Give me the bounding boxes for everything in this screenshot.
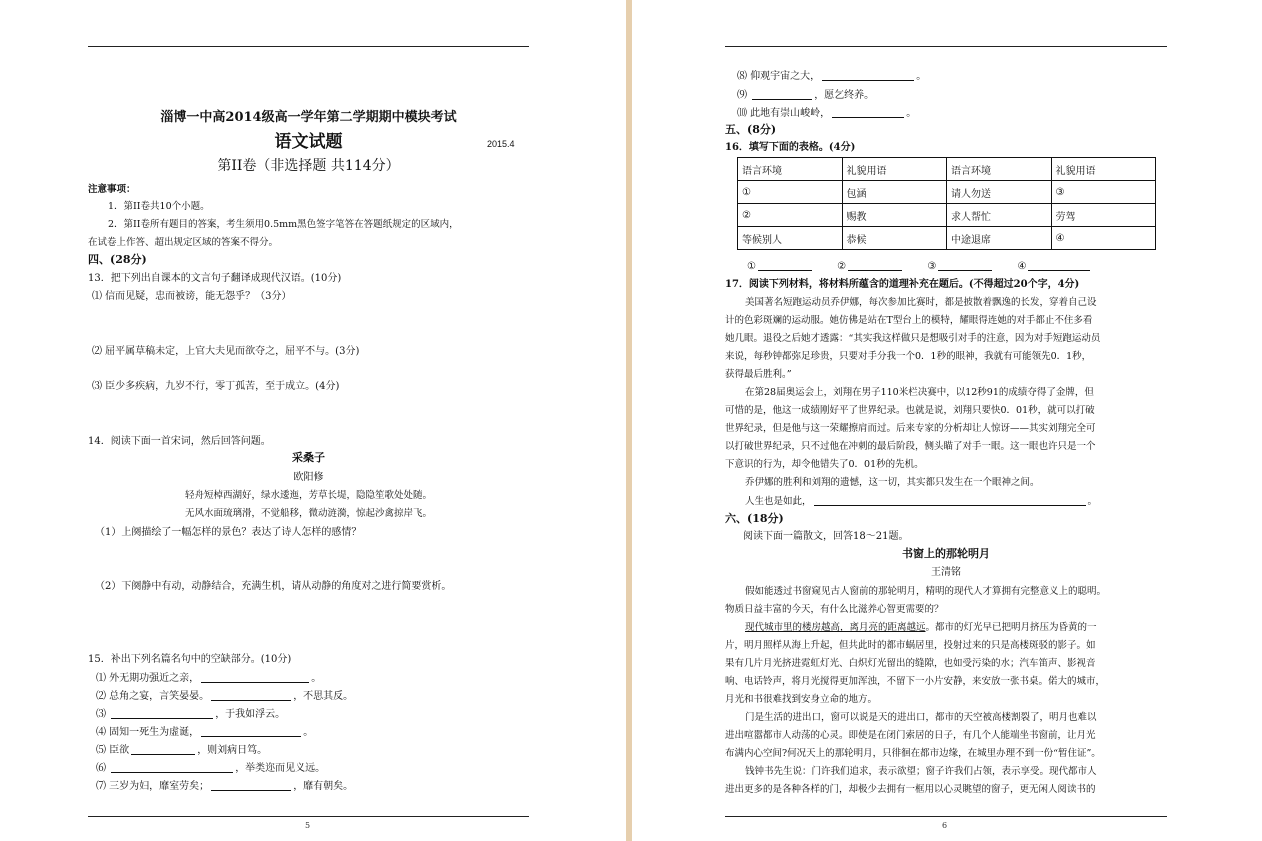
- essay-line: 物质日益丰富的今天，有什么比滋养心智更需要的？: [725, 604, 944, 615]
- table-cell: 劳驾: [1051, 204, 1156, 227]
- table-cell: ③: [1051, 181, 1156, 204]
- table-cell: 礼貌用语: [1051, 158, 1156, 181]
- header-rule: [725, 46, 1167, 47]
- essay-line: 现代城市里的楼房越高，离月亮的距离越远。都市的灯光早已把明月挤压为昏黄的一: [745, 622, 1097, 633]
- table-cell: 赐教: [842, 204, 947, 227]
- fill-blank-item: ⑺ 三岁为妇，靡室劳矣； ，靡有朝矣。: [96, 781, 354, 792]
- passage-line: 在第28届奥运会上，刘翔在男子110米栏决赛中，以12秒91的成绩夺得了金牌，但: [745, 387, 1094, 398]
- essay-line: 果有几片月光挤进霓虹灯光、白炽灯光留出的缝隙，也如受污染的水；汽车笛声、影视音: [725, 658, 1096, 669]
- question-14-sub1: （1）上阕描绘了一幅怎样的景色？表达了诗人怎样的感情？: [95, 527, 362, 538]
- table-row: [738, 181, 1156, 204]
- section-heading-6: 六、(18分): [725, 512, 784, 525]
- table-cell: ④: [1051, 227, 1156, 250]
- fill-blank-item: ⑷ 固知一死生为虚诞， 。: [96, 727, 314, 738]
- passage-line: 世界纪录，但是他与这一荣耀擦肩而过。后来专家的分析却让人惊讶——其实刘翔完全可: [725, 423, 1096, 434]
- section-heading-4: 四、(28分): [88, 253, 147, 266]
- table-answer-line: ① ② ③ ④: [747, 260, 1092, 273]
- answer-blank[interactable]: [131, 744, 195, 755]
- passage-line: 来说，每秒钟都弥足珍贵，只要对手分我一个0．1秒的眼神，我就有可能领先0．1秒，: [725, 351, 1092, 362]
- passage-line: 可惜的是，他这一成绩刚好平了世界纪录。也就是说，刘翔只要快0．01秒，就可以打破: [725, 405, 1095, 416]
- table-cell: 语言环境: [947, 158, 1052, 181]
- fill-blank-item: ⑶ ，于我如浮云。: [96, 709, 286, 720]
- note-line: 在试卷上作答、超出规定区域的答案不得分。: [88, 237, 279, 248]
- passage-line: 以打破世界纪录，只不过他在冲刺的最后阶段，侧头瞄了对手一眼。这一眼也许只是一个: [725, 441, 1096, 452]
- essay-line: 门是生活的进出口，窗可以说是天的进出口，都市的天空被高楼割裂了，明月也难以: [745, 712, 1097, 723]
- answer-blank[interactable]: [758, 260, 812, 271]
- essay-line: 钱钟书先生说：门许我们追求，表示欲望；窗子许我们占领，表示享受。现代都市人: [745, 766, 1097, 777]
- notes-heading: 注意事项：: [88, 184, 136, 195]
- answer-blank[interactable]: [201, 726, 301, 737]
- question-13-item: ⑶ 臣少多疾病，九岁不行，零丁孤苦，至于成立。(4分): [92, 381, 340, 392]
- reading-intro: 阅读下面一篇散文，回答18～21题。: [743, 531, 909, 542]
- table-cell: 语言环境: [738, 158, 843, 181]
- table-cell: ②: [738, 204, 843, 227]
- table-cell: 请人勿送: [947, 181, 1052, 204]
- answer-blank[interactable]: [848, 260, 902, 271]
- table-cell: 恭候: [842, 227, 947, 250]
- essay-line: 月光和书很难找到安身立命的地方。: [725, 694, 878, 705]
- poem-line: 无风水面琉璃滑，不觉船移，微动涟漪，惊起沙禽掠岸飞。: [184, 508, 432, 519]
- table-cell: 等候别人: [738, 227, 843, 250]
- table-cell: 中途退席: [947, 227, 1052, 250]
- question-16-stem: 16．填写下面的表格。(4分): [725, 142, 856, 153]
- answer-blank[interactable]: [111, 762, 233, 773]
- question-13-item: ⑵ 屈平属草稿未定，上官大夫见而欲夺之，屈平不与。(3分): [92, 346, 360, 357]
- essay-line: 进出更多的是各种各样的门，却极少去拥有一框用以心灵眺望的窗子，更无闲人阅读书的: [725, 784, 1096, 795]
- fill-blank-item: ⑽ 此地有崇山峻岭， 。: [737, 108, 917, 119]
- essay-title: 书窗上的那轮明月: [902, 547, 990, 560]
- exam-page-5: [0, 0, 626, 841]
- note-line: 1．第II卷共10个小题。: [108, 201, 210, 212]
- question-14-stem: 14．阅读下面一首宋词，然后回答问题。: [88, 436, 271, 447]
- answer-blank[interactable]: [211, 780, 291, 791]
- answer-blank[interactable]: [211, 690, 291, 701]
- underlined-sentence: 现代城市里的楼房越高，离月亮的距离越远: [745, 622, 926, 633]
- passage-line: 下意识的行为，却令他错失了0．01秒的先机。: [725, 459, 924, 470]
- header-rule: [88, 46, 529, 47]
- passage-line: 获得最后胜利。”: [725, 369, 792, 380]
- passage-line: 她几眼。退役之后她才透露：“其实我这样做只是想吸引对手的注意，因为对手短跑运动员: [725, 333, 1101, 344]
- essay-author: 王清铭: [931, 567, 961, 578]
- question-13-stem: 13．把下列出自课本的文言句子翻译成现代汉语。(10分): [88, 273, 342, 284]
- subject-title: 语文试题: [274, 132, 343, 152]
- poem-author: 欧阳修: [293, 472, 324, 483]
- school-title: 淄博一中高2014级高一学年第二学期期中模块考试: [160, 110, 457, 125]
- section-heading-5: 五、(8分): [725, 123, 777, 136]
- question-17-stem: 17．阅读下列材料，将材料所蕴含的道理补充在题后。(不得超过20个字，4分): [725, 279, 1080, 290]
- table-row: [738, 227, 1156, 250]
- answer-blank[interactable]: [752, 89, 812, 100]
- table-cell: 礼貌用语: [842, 158, 947, 181]
- answer-blank[interactable]: [938, 260, 992, 271]
- fill-blank-item: ⑴ 外无期功强近之亲， 。: [96, 673, 322, 684]
- table-row: [738, 158, 1156, 181]
- table-cell: ①: [738, 181, 843, 204]
- essay-line: 响、电话铃声，将月光搅得更加浑浊，不留下一小片安静，来安放一张书桌。偌大的城市，: [725, 676, 1106, 687]
- question-15-stem: 15．补出下列名篇名句中的空缺部分。(10分): [88, 654, 292, 665]
- essay-line: 布满内心空间?何况天上的那轮明月，只徘徊在都市边缘，在城里办理不到一份“暂住证”。: [725, 748, 1101, 759]
- answer-blank[interactable]: [822, 70, 914, 81]
- table-row: [738, 204, 1156, 227]
- conclusion-line: 人生也是如此， 。: [745, 496, 1098, 507]
- fill-blank-item: ⑵ 总角之宴，言笑晏晏。 ，不思其反。: [96, 691, 354, 702]
- page-number: 6: [942, 821, 948, 830]
- question-14-sub2: （2）下阕静中有动，动静结合，充满生机，请从动静的角度对之进行简要赏析。: [95, 581, 452, 592]
- etiquette-table: [737, 157, 1156, 250]
- passage-line: 乔伊娜的胜利和刘翔的遗憾，这一切，其实都只发生在一个眼神之间。: [745, 477, 1040, 488]
- footer-rule: [725, 816, 1167, 817]
- poem-line: 轻舟短棹西湖好，绿水逶迤，芳草长堤，隐隐笙歌处处随。: [184, 490, 432, 501]
- fill-blank-item: ⑸ 臣欲 ，则刘病日笃。: [96, 745, 268, 756]
- answer-blank[interactable]: [814, 495, 1086, 506]
- answer-blank[interactable]: [1028, 260, 1090, 271]
- essay-line: 进出喧嚣都市人动荡的心灵。即使是在闭门索居的日子，有几个人能端坐书窗前，让月光: [725, 730, 1096, 741]
- fill-blank-item: ⑹ ，举类迩而见义远。: [96, 763, 326, 774]
- page-number: 5: [305, 821, 311, 830]
- answer-blank[interactable]: [832, 107, 904, 118]
- passage-line: 美国著名短跑运动员乔伊娜，每次参加比赛时，都是披散着飘逸的长发，穿着自己设: [745, 297, 1097, 308]
- volume-title: 第II卷（非选择题 共114分）: [217, 158, 400, 174]
- question-13-item: ⑴ 信而见疑，忠而被谤，能无怨乎？（3分）: [92, 291, 292, 302]
- answer-blank[interactable]: [201, 672, 309, 683]
- essay-line: 假如能透过书窗窥见古人窗前的那轮明月，精明的现代人才算拥有完整意义上的聪明。: [745, 586, 1107, 597]
- table-cell: 求人帮忙: [947, 204, 1052, 227]
- answer-blank[interactable]: [111, 708, 213, 719]
- poem-title: 采桑子: [292, 451, 325, 464]
- table-cell: 包涵: [842, 181, 947, 204]
- fill-blank-item: ⑻ 仰观宇宙之大， 。: [737, 71, 927, 82]
- exam-date: 2015.4: [487, 139, 515, 149]
- footer-rule: [88, 816, 529, 817]
- fill-blank-item: ⑼ ，愿乞终养。: [737, 90, 875, 101]
- note-line: 2．第II卷所有题目的答案，考生须用0.5mm黑色签字笔答在答题纸规定的区域内，: [108, 219, 459, 230]
- essay-line: 片，明月照样从海上升起，但共此时的都市蜗居里，投射过来的只是高楼斑驳的影子。如: [725, 640, 1096, 651]
- passage-line: 计的色彩斑斓的运动服。她仿佛是站在T型台上的模特，耀眼得连她的对手都止不住多看: [725, 315, 1093, 326]
